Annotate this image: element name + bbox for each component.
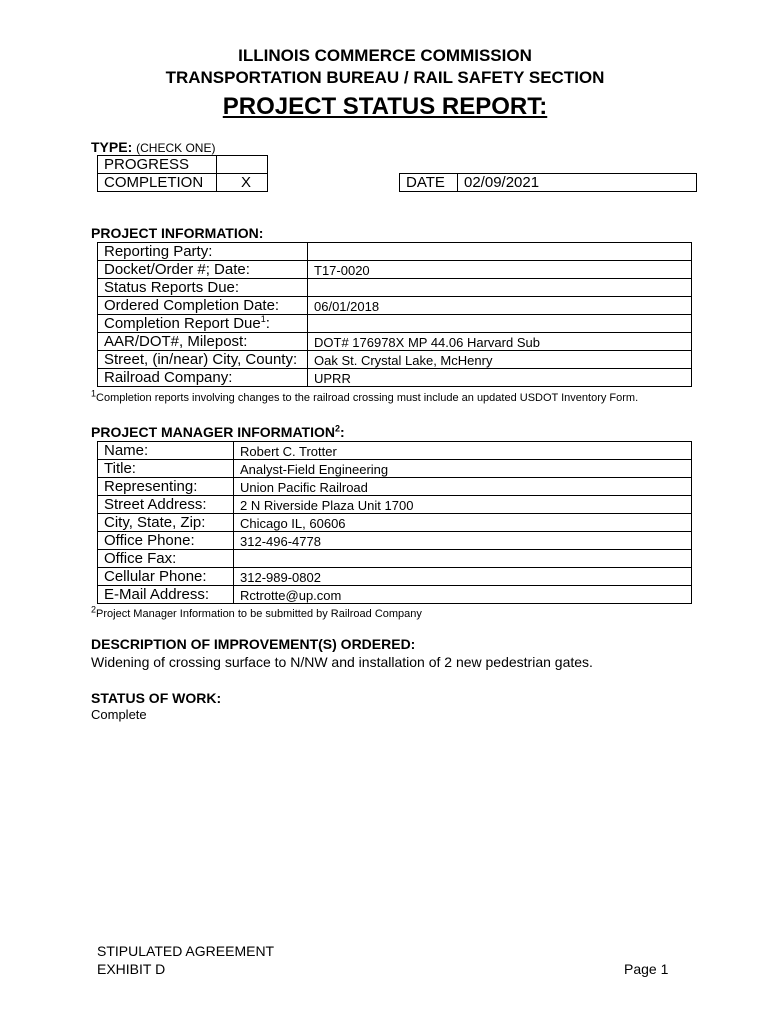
field-label: Title: (98, 460, 234, 478)
field-value[interactable] (234, 550, 692, 568)
table-row (98, 460, 692, 478)
field-value[interactable]: 312-989-0802 (234, 568, 692, 586)
type-row-progress (98, 156, 268, 174)
field-value[interactable] (308, 243, 692, 261)
table-row (98, 261, 692, 279)
field-value[interactable]: Union Pacific Railroad (234, 478, 692, 496)
table-row (98, 279, 692, 297)
manager-info-footnote: $^2$Project Manager Information to be submitted by Railroad Company (91, 604, 422, 620)
manager-info-heading: PROJECT MANAGER INFORMATION$^2$: (91, 423, 345, 440)
field-value[interactable]: 06/01/2018 (308, 297, 692, 315)
field-label: E-Mail Address: (98, 586, 234, 604)
field-value[interactable]: DOT# 176978X MP 44.06 Harvard Sub (308, 333, 692, 351)
field-label: Ordered Completion Date: (98, 297, 308, 315)
type-option-mark[interactable] (217, 156, 268, 174)
field-value[interactable]: Oak St. Crystal Lake, McHenry (308, 351, 692, 369)
manager-info-table (97, 441, 692, 604)
project-info-heading: PROJECT INFORMATION: (91, 225, 264, 241)
field-value[interactable]: Analyst-Field Engineering (234, 460, 692, 478)
field-label: Name: (98, 442, 234, 460)
field-label: Cellular Phone: (98, 568, 234, 586)
table-row (98, 442, 692, 460)
field-value[interactable]: Chicago IL, 60606 (234, 514, 692, 532)
field-label: Office Phone: (98, 532, 234, 550)
table-row (98, 496, 692, 514)
type-option-mark[interactable]: X (217, 174, 268, 192)
type-option-label: COMPLETION (98, 174, 217, 192)
field-label: Railroad Company: (98, 369, 308, 387)
field-label: Representing: (98, 478, 234, 496)
project-info-footnote: $^1$Completion reports involving changes to the railroad crossing must include an updated USDOT Inventory Form. (91, 388, 639, 404)
type-label: TYPE: (91, 139, 133, 155)
type-hint: (CHECK ONE) (136, 141, 216, 155)
field-label: Reporting Party: (98, 243, 308, 261)
field-value[interactable]: 312-496-4778 (234, 532, 692, 550)
field-label: Docket/Order #; Date: (98, 261, 308, 279)
type-row-completion (98, 174, 268, 192)
description-text: Widening of crossing surface to N/NW and installation of 2 new pedestrian gates. (91, 654, 593, 670)
field-value[interactable] (308, 315, 692, 333)
table-row (98, 478, 692, 496)
field-label: Status Reports Due: (98, 279, 308, 297)
footer-exhibit: EXHIBIT D (97, 961, 166, 977)
bureau-name: TRANSPORTATION BUREAU / RAIL SAFETY SECTION (165, 68, 605, 87)
project-info-table (97, 242, 692, 387)
field-value[interactable]: T17-0020 (308, 261, 692, 279)
field-label: Street Address: (98, 496, 234, 514)
field-value[interactable]: UPRR (308, 369, 692, 387)
footer-agreement: STIPULATED AGREEMENT (97, 943, 275, 959)
type-heading (91, 139, 215, 155)
date-table (399, 173, 697, 192)
status-text: Complete (91, 707, 147, 722)
date-label: DATE (400, 174, 458, 192)
field-value[interactable]: Robert C. Trotter (234, 442, 692, 460)
table-row (98, 297, 692, 315)
table-row (98, 550, 692, 568)
field-label: Street, (in/near) City, County: (98, 351, 308, 369)
type-option-label: PROGRESS (98, 156, 217, 174)
field-value[interactable] (308, 279, 692, 297)
table-row (98, 568, 692, 586)
table-row (98, 532, 692, 550)
table-row (98, 351, 692, 369)
description-heading: DESCRIPTION OF IMPROVEMENT(S) ORDERED: (91, 636, 416, 652)
date-value[interactable]: 02/09/2021 (458, 174, 697, 192)
field-value[interactable]: 2 N Riverside Plaza Unit 1700 (234, 496, 692, 514)
page-number: Page 1 (624, 961, 669, 977)
table-row (98, 514, 692, 532)
status-heading: STATUS OF WORK: (91, 690, 222, 706)
field-label: Completion Report Due$^1$: (98, 315, 308, 333)
field-value[interactable]: Rctrotte@up.com (234, 586, 692, 604)
report-title: PROJECT STATUS REPORT: (222, 93, 548, 120)
type-table (97, 155, 268, 192)
table-row (98, 369, 692, 387)
table-row (98, 315, 692, 333)
table-row (98, 333, 692, 351)
agency-name: ILLINOIS COMMERCE COMMISSION (238, 46, 532, 65)
field-label: City, State, Zip: (98, 514, 234, 532)
field-label: AAR/DOT#, Milepost: (98, 333, 308, 351)
table-row (98, 586, 692, 604)
table-row (98, 243, 692, 261)
field-label: Office Fax: (98, 550, 234, 568)
